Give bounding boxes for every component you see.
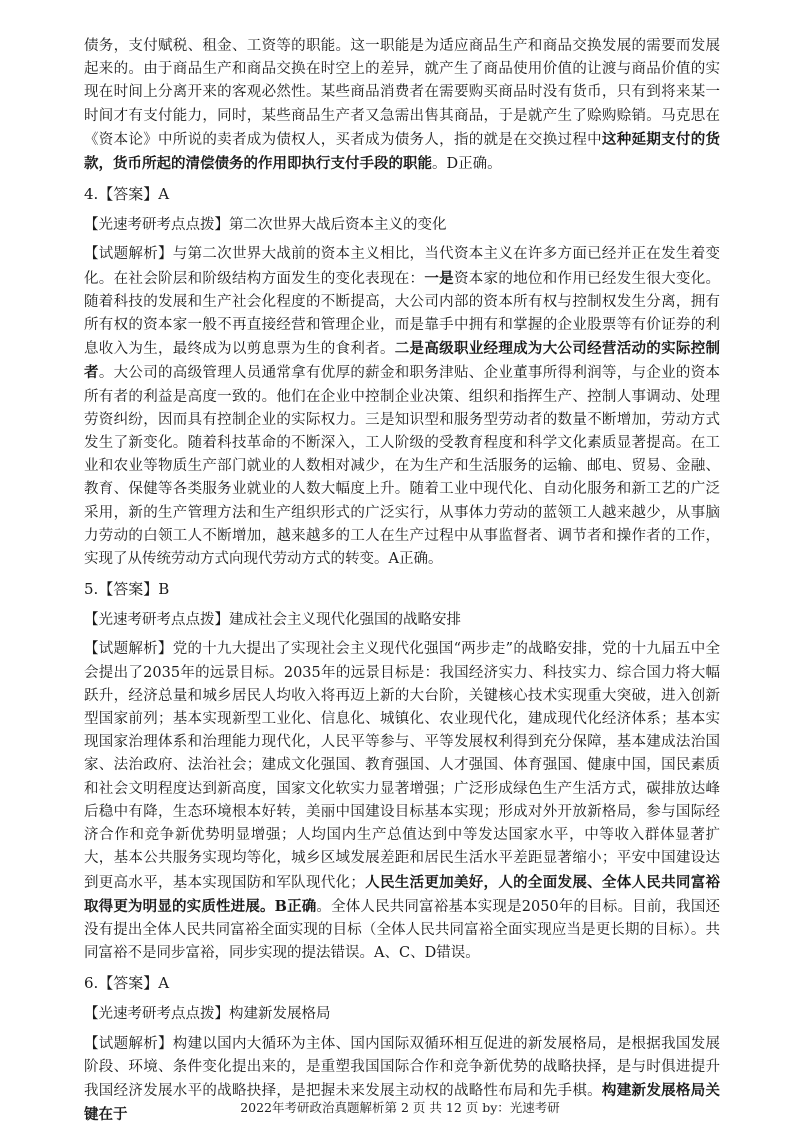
text-run: 6.【答案】A [84,974,170,993]
text-run: 5.【答案】B [84,580,170,599]
text-run: 4.【答案】A [84,185,170,204]
answer-heading [84,971,720,995]
text-run: 【试题解析】与第二次世界大战前的资本主义相比，当代资本主义在许多方面已经并正在发生着变化。在社会阶层和阶级结构方面发生的变化表现在： [84,246,720,287]
text-run: 【光速考研考点点拨】建成社会主义现代化强国的战略安排 [84,612,461,629]
text-run: 【试题解析】构建以国内大循环为主体、国内国际双循环相互促进的新发展格局，是根据我国发展阶段、环境、条件变化提出来的，是重塑我国国际合作和竞争新优势的战略抉择，是与时俱进提升我国经济发展水平的战略抉择，是把握未来发展主动权的战略性布局和先手棋。 [84,1035,720,1099]
paragraph [84,638,720,965]
text-run: 【光速考研考点点拨】构建新发展格局 [84,1006,331,1023]
page-footer: 2022年考研政治真题解析第 2 页 共 12 页 by：光速考研 [240,1100,560,1115]
bold-text: 构建新发展格局关键在于 [84,1081,721,1124]
bold-text: 一是 [424,269,454,287]
paragraph [84,243,720,571]
text-run: 。大公司的高级管理人员通常拿有优厚的薪金和职务津贴、企业董事所得利润等，与企业的资本所有者的利益是高度一致的。他们在企业中控制企业决策、组织和指挥生产、控制人事调动、处理劳资纠纷，因而具有控制企业的实际权力。三是知识型和服务型劳动者的数量不断增加，劳动方式发生了新变化。随着科技革命的不断深入，工人阶级的受教育程度和科学文化素质显著提高。在工业和农业等物质生产部门就业的人数相对减少，在为生产和生活服务的运输、邮电、贸易、金融、教育、保健等各类服务业就业的人数大幅度上升。随着工业中现代化、自动化服务和新工艺的广泛采用，新的生产管理方法和生产组织形式的广泛实行，从事体力劳动的蓝领工人越来越少，从事脑力劳动的白领工人不断增加，越来越多的工人在生产过程中从事监督者、调节者和操作者的工作，实现了从传统劳动方式向现代劳动方式的转变。A正确。 [84,365,721,568]
topic-tag [84,1003,720,1026]
topic-tag [84,609,720,632]
text-run: 债务，支付赋税、租金、工资等的职能。这一职能是为适应商品生产和商品交换发展的需要而发展起来的。由于商品生产和商品交换在时空上的差异，就产生了商品使用价值的让渡与商品价值的实现在时间上分离开来的客观必然性。某些商品消费者在需要购买商品时没有货币，只有到将来某一时间才有支付能力，同时，某些商品生产者又急需出售其商品，于是就产生了赊购赊销。马克思在《资本论》中所说的卖者成为债权人，买者成为债务人，指的就是在交换过程中 [84,38,720,148]
answer-heading [84,182,720,206]
text-run: 资本家的地位和作用已经发生很大变化。随着科技的发展和生产社会化程度的不断提高，大公司内部的资本所有权与控制权发生分离，拥有所有权的资本家一般不再直接经营和管理企业，而是靠手中拥有和掌握的企业股票等有价证券的利息收入为生，最终成为以剪息票为生的食利者。 [84,270,721,358]
document-body [84,35,720,1133]
text-run: 。D正确。 [432,156,502,173]
text-run: 。全体人民共同富裕基本实现是2050年的目标。目前，我国还没有提出全体人民共同富裕全面实现的目标（全体人民共同富裕全面实现应当是更长期的目标）。共同富裕不是同步富裕，同步实现的提法错误。A、C、D错误。 [84,898,720,962]
bold-text: 人民生活更加美好，人的全面发展、全体人民共同富裕取得更为明显的实质性进展。B正确 [84,873,721,915]
answer-heading [84,577,720,601]
text-run: 【试题解析】党的十九大提出了实现社会主义现代化强国“两步走”的战略安排，党的十九届五中全会提出了2035年的远景目标。2035年的远景目标是：我国经济实力、科技实力、综合国力将大幅跃升，经济总量和城乡居民人均收入将再迈上新的大台阶，关键核心技术实现重大突破，进入创新型国家前列；基本实现新型工业化、信息化、城镇化、农业现代化，建成现代化经济体系；基本实现国家治理体系和治理能力现代化，人民平等参与、平等发展权利得到充分保障，基本建成法治国家、法治政府、法治社会；建成文化强国、教育强国、人才强国、体育强国、健康中国，国民素质和社会文明程度达到新高度，国家文化软实力显著增强；广泛形成绿色生产生活方式，碳排放达峰后稳中有降，生态环境根本好转，美丽中国建设目标基本实现；形成对外开放新格局，参与国际经济合作和竞争新优势明显增强；人均国内生产总值达到中等发达国家水平，中等收入群体显著扩大，基本公共服务实现均等化，城乡区域发展差距和居民生活水平差距显著缩小；平安中国建设达到更高水平，基本实现国防和军队现代化； [84,641,720,891]
paragraph [84,35,720,176]
topic-tag [84,214,720,237]
text-run: 【光速考研考点点拨】第二次世界大战后资本主义的变化 [84,217,447,234]
bold-text: 这种延期支付的货款，货币所起的清偿债务的作用即执行支付手段的职能 [84,130,721,173]
bold-text: 二是高级职业经理成为大公司经营活动的实际控制者 [84,340,720,382]
